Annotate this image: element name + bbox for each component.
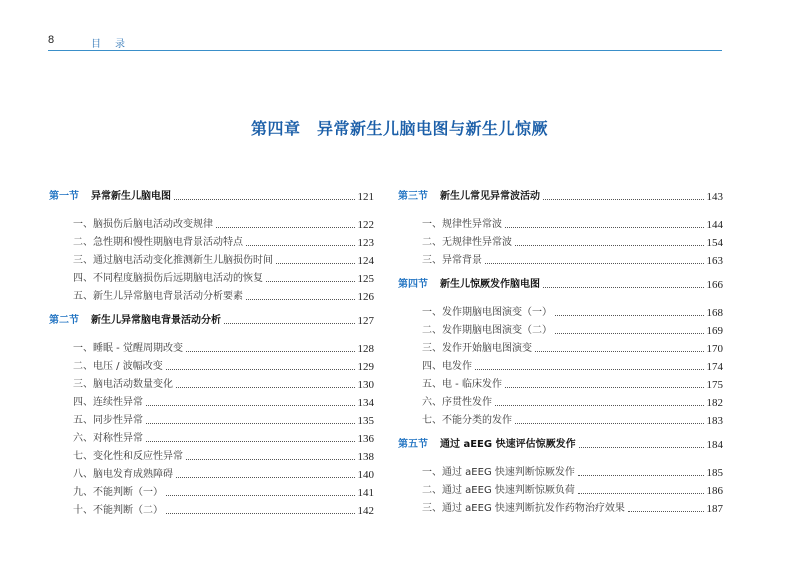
page-ref: 126 <box>357 291 374 303</box>
section-number: 第三节 <box>398 191 428 202</box>
page-ref: 125 <box>357 273 374 285</box>
dot-leader <box>628 510 704 512</box>
page-ref: 130 <box>357 379 374 391</box>
toc-item-row[interactable] <box>49 409 374 427</box>
dot-leader <box>216 226 355 228</box>
toc-item-row[interactable] <box>49 249 374 267</box>
page-ref: 175 <box>706 379 723 391</box>
dot-leader <box>266 280 355 282</box>
item-label: 三、脑电活动数量变化 <box>73 379 173 390</box>
item-label: 七、不能分类的发作 <box>422 415 512 426</box>
toc-item-row[interactable] <box>398 391 723 409</box>
page-ref: 187 <box>706 503 723 515</box>
page-ref: 136 <box>357 433 374 445</box>
item-label: 三、通过脑电活动变化推测新生儿脑损伤时间 <box>73 255 273 266</box>
page-ref: 123 <box>357 237 374 249</box>
page-ref: 183 <box>706 415 723 427</box>
toc-item-row[interactable] <box>398 319 723 337</box>
item-label: 九、不能判断（一） <box>73 487 163 498</box>
item-label: 六、序贯性发作 <box>422 397 492 408</box>
item-label: 五、同步性异常 <box>73 415 143 426</box>
dot-leader <box>505 226 704 228</box>
section-number: 第四节 <box>398 279 428 290</box>
toc-item-row[interactable] <box>398 213 723 231</box>
page-ref: 174 <box>706 361 723 373</box>
dot-leader <box>543 198 704 200</box>
section-title: 异常新生儿脑电图 <box>91 191 171 202</box>
item-label: 一、发作期脑电图演变（一） <box>422 307 552 318</box>
toc-item-row[interactable] <box>398 337 723 355</box>
toc-item-row[interactable] <box>49 445 374 463</box>
dot-leader <box>176 476 355 478</box>
toc-item-row[interactable] <box>49 231 374 249</box>
toc-item-row[interactable] <box>398 355 723 373</box>
toc-item-row[interactable] <box>398 373 723 391</box>
page-ref: 140 <box>357 469 374 481</box>
dot-leader <box>515 244 704 246</box>
page-ref: 129 <box>357 361 374 373</box>
dot-leader <box>174 198 355 200</box>
item-label: 二、通过 aEEG 快速判断惊厥负荷 <box>422 485 575 496</box>
page-ref: 127 <box>357 315 374 327</box>
page-ref: 185 <box>706 467 723 479</box>
dot-leader <box>186 350 355 352</box>
page-ref: 134 <box>357 397 374 409</box>
item-label: 三、通过 aEEG 快速判断抗发作药物治疗效果 <box>422 503 625 514</box>
section-number: 第五节 <box>398 439 428 450</box>
section-title: 新生儿惊厥发作脑电图 <box>440 279 540 290</box>
header-section-name: 目录 <box>91 39 139 50</box>
page-ref: 154 <box>706 237 723 249</box>
toc-item-row[interactable] <box>49 481 374 499</box>
dot-leader <box>166 494 355 496</box>
page-ref: 182 <box>706 397 723 409</box>
item-label: 二、发作期脑电图演变（二） <box>422 325 552 336</box>
section-number: 第一节 <box>49 191 79 202</box>
page-ref: 121 <box>357 191 374 203</box>
dot-leader <box>224 322 355 324</box>
toc-item-row[interactable] <box>49 463 374 481</box>
page-ref: 124 <box>357 255 374 267</box>
dot-leader <box>146 440 355 442</box>
page-ref: 143 <box>706 191 723 203</box>
page-ref: 144 <box>706 219 723 231</box>
toc-section-row[interactable] <box>398 185 723 203</box>
page-ref: 168 <box>706 307 723 319</box>
dot-leader <box>579 446 704 448</box>
toc-item-row[interactable] <box>398 497 723 515</box>
dot-leader <box>555 314 704 316</box>
section-title: 新生儿常见异常波活动 <box>440 191 540 202</box>
dot-leader <box>543 286 704 288</box>
item-label: 四、不同程度脑损伤后远期脑电活动的恢复 <box>73 273 263 284</box>
dot-leader <box>146 404 355 406</box>
dot-leader <box>485 262 704 264</box>
toc-section-row[interactable] <box>398 433 723 451</box>
dot-leader <box>475 368 704 370</box>
item-label: 五、新生儿异常脑电背景活动分析要素 <box>73 291 243 302</box>
page-ref: 170 <box>706 343 723 355</box>
page-ref: 163 <box>706 255 723 267</box>
toc-right-column <box>398 185 723 515</box>
dot-leader <box>146 422 355 424</box>
section-title: 新生儿异常脑电背景活动分析 <box>91 315 221 326</box>
item-label: 七、变化性和反应性异常 <box>73 451 183 462</box>
toc-item-row[interactable] <box>49 373 374 391</box>
item-label: 八、脑电发育成熟障碍 <box>73 469 173 480</box>
dot-leader <box>166 368 355 370</box>
dot-leader <box>246 298 355 300</box>
dot-leader <box>495 404 704 406</box>
page-ref: 138 <box>357 451 374 463</box>
item-label: 六、对称性异常 <box>73 433 143 444</box>
item-label: 五、电 - 临床发作 <box>422 379 502 390</box>
item-label: 十、不能判断（二） <box>73 505 163 516</box>
item-label: 二、急性期和慢性期脑电背景活动特点 <box>73 237 243 248</box>
toc-item-row[interactable] <box>49 213 374 231</box>
item-label: 一、睡眠 - 觉醒周期改变 <box>73 343 183 354</box>
item-label: 二、电压 / 波幅改变 <box>73 361 163 372</box>
toc-section-row[interactable] <box>398 273 723 291</box>
item-label: 三、发作开始脑电图演变 <box>422 343 532 354</box>
dot-leader <box>555 332 704 334</box>
page-ref: 169 <box>706 325 723 337</box>
toc-item-row[interactable] <box>49 267 374 285</box>
toc-section-row[interactable] <box>49 185 374 203</box>
section-number: 第二节 <box>49 315 79 326</box>
item-label: 一、规律性异常波 <box>422 219 502 230</box>
section-title: 通过 aEEG 快速评估惊厥发作 <box>440 439 576 450</box>
dot-leader <box>578 474 704 476</box>
toc-left-column <box>49 185 374 517</box>
item-label: 二、无规律性异常波 <box>422 237 512 248</box>
item-label: 一、脑损伤后脑电活动改变规律 <box>73 219 213 230</box>
dot-leader <box>246 244 355 246</box>
toc-item-row[interactable] <box>49 391 374 409</box>
dot-leader <box>276 262 355 264</box>
toc-item-row[interactable] <box>398 249 723 267</box>
dot-leader <box>505 386 704 388</box>
toc-item-row[interactable] <box>49 337 374 355</box>
item-label: 三、异常背景 <box>422 255 482 266</box>
dot-leader <box>166 512 355 514</box>
dot-leader <box>535 350 704 352</box>
dot-leader <box>176 386 355 388</box>
page-header <box>48 34 722 51</box>
item-label: 四、电发作 <box>422 361 472 372</box>
toc-item-row[interactable] <box>398 301 723 319</box>
dot-leader <box>515 422 704 424</box>
page-ref: 142 <box>357 505 374 517</box>
toc-item-row[interactable] <box>49 355 374 373</box>
page-ref: 186 <box>706 485 723 497</box>
item-label: 一、通过 aEEG 快速判断惊厥发作 <box>422 467 575 478</box>
page-ref: 128 <box>357 343 374 355</box>
dot-leader <box>186 458 355 460</box>
page-ref: 166 <box>706 279 723 291</box>
toc-item-row[interactable] <box>398 409 723 427</box>
toc-item-row[interactable] <box>398 461 723 479</box>
toc-section-row[interactable] <box>49 309 374 327</box>
dot-leader <box>578 492 704 494</box>
page-ref: 141 <box>357 487 374 499</box>
toc-item-row[interactable] <box>49 499 374 517</box>
item-label: 四、连续性异常 <box>73 397 143 408</box>
toc-item-row[interactable] <box>49 427 374 445</box>
page-ref: 184 <box>706 439 723 451</box>
toc-item-row[interactable] <box>398 479 723 497</box>
chapter-title: 第四章 异常新生儿脑电图与新生儿惊厥 <box>250 119 548 138</box>
page-ref: 135 <box>357 415 374 427</box>
toc-item-row[interactable] <box>49 285 374 303</box>
page-number: 8 <box>48 34 55 46</box>
toc-item-row[interactable] <box>398 231 723 249</box>
page-ref: 122 <box>357 219 374 231</box>
